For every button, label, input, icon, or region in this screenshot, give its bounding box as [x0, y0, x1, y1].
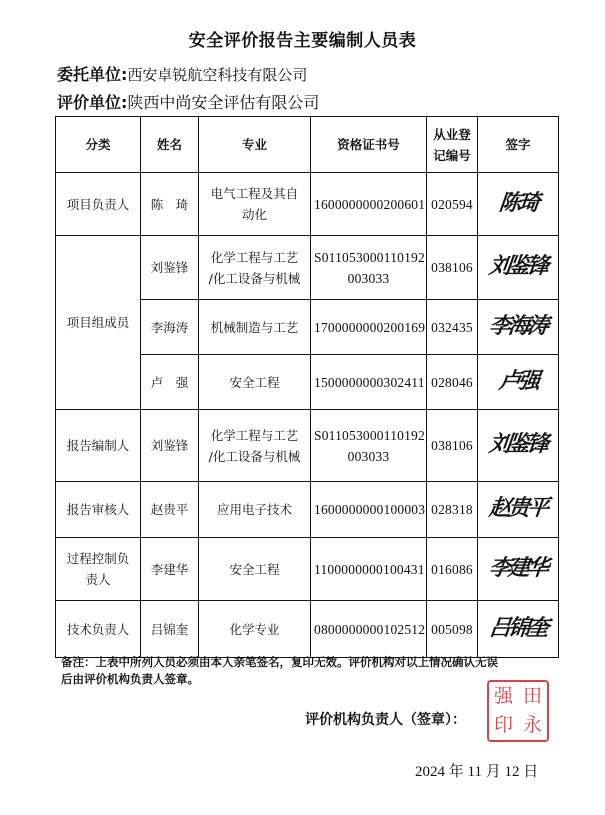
registration-cell: 038106: [427, 410, 478, 482]
major-cell: [199, 410, 311, 482]
name-cell: 吕锦奎: [141, 601, 199, 658]
handwritten-signature: 赵贵平: [488, 495, 548, 521]
major-cell: 安全工程: [199, 355, 311, 410]
cert-line: S011053000110192: [314, 249, 425, 265]
category-cell: [56, 538, 141, 601]
header-category: 分类: [56, 117, 141, 173]
handwritten-signature: 陈琦: [497, 189, 539, 216]
cert-cell: [311, 236, 427, 300]
category-line: 过程控制负: [66, 551, 130, 566]
signature-cell: [478, 355, 559, 410]
handwritten-signature: 刘鉴锋: [488, 431, 548, 457]
header-registration-line2: 记编号: [433, 147, 471, 163]
name-cell: 李建华: [141, 538, 199, 601]
seal-char: 强: [493, 685, 513, 707]
cert-cell: 0800000000102512: [311, 601, 427, 658]
table-header-row: [56, 117, 559, 173]
major-line: /化工设备与机械: [208, 270, 301, 286]
seal-char: 田: [522, 685, 542, 707]
evaluator-line: [57, 90, 319, 113]
major-cell: 安全工程: [199, 538, 311, 601]
remarks-line: 后由评价机构负责人签章。: [61, 672, 199, 686]
client-line: [57, 62, 307, 85]
name-cell: 刘鉴锋: [141, 410, 199, 482]
handwritten-signature: 卢强: [497, 367, 539, 394]
major-line: /化工设备与机械: [208, 448, 301, 464]
registration-cell: 032435: [427, 300, 478, 355]
header-signature: 签字: [478, 117, 559, 173]
staff-table: [55, 116, 559, 658]
client-label: 委托单位:: [57, 65, 128, 84]
client-value: 西安卓锐航空科技有限公司: [127, 66, 308, 84]
category-cell: 报告审核人: [56, 482, 141, 538]
table-row: [56, 236, 559, 300]
registration-cell: 005098: [427, 601, 478, 658]
cert-line: 003033: [347, 270, 390, 286]
category-cell: 报告编制人: [56, 410, 141, 482]
category-cell: 技术负责人: [56, 601, 141, 658]
name-cell: 刘鉴锋: [141, 236, 199, 300]
registration-cell: 016086: [427, 538, 478, 601]
chief-signature-label: 评价机构负责人（签章）：: [305, 712, 466, 728]
page-title: 安全评价报告主要编制人员表: [188, 31, 417, 51]
seal-char: 印: [493, 714, 513, 736]
handwritten-signature: 李海涛: [488, 312, 548, 339]
major-cell: 应用电子技术: [199, 482, 311, 538]
seal-char: 永: [522, 714, 542, 736]
signature-cell: [478, 601, 559, 658]
signature-cell: [478, 173, 559, 236]
cert-cell: 1700000000200169: [311, 300, 427, 355]
remarks-note: [61, 654, 561, 688]
header-cert: 资格证书号: [311, 117, 427, 173]
table-row: [56, 410, 559, 482]
major-line: 电气工程及其自: [210, 186, 299, 201]
handwritten-signature: 吕锦奎: [488, 614, 548, 641]
table-row: [56, 173, 559, 236]
signing-date: 2024 年 11 月 12 日: [415, 764, 539, 780]
name-cell: 陈 琦: [141, 173, 199, 236]
signature-cell: [478, 538, 559, 601]
cert-cell: 1100000000100431: [311, 538, 427, 601]
table-row: [56, 601, 559, 658]
table-row: [56, 538, 559, 601]
name-cell: 赵贵平: [141, 482, 199, 538]
major-line: 化学工程与工艺: [210, 427, 299, 443]
major-line: 动化: [241, 207, 267, 222]
name-cell: 李海涛: [141, 300, 199, 355]
handwritten-signature: 刘鉴锋: [488, 253, 548, 279]
signature-cell: [478, 236, 559, 300]
registration-cell: 028318: [427, 482, 478, 538]
header-major: 专业: [199, 117, 311, 173]
header-registration: [427, 117, 478, 173]
table-row: [56, 482, 559, 538]
cert-cell: 1600000000100003: [311, 482, 427, 538]
major-cell: 机械制造与工艺: [199, 300, 311, 355]
category-cell: 项目负责人: [56, 173, 141, 236]
cert-cell: [311, 410, 427, 482]
remarks-line: 备注：上表中所列人员必须由本人亲笔签名，复印无效。评价机构对以上情况确认无误: [61, 655, 498, 669]
major-line: 化学工程与工艺: [210, 249, 299, 265]
registration-cell: 028046: [427, 355, 478, 410]
cert-line: 003033: [347, 448, 390, 464]
signature-cell: [478, 482, 559, 538]
category-cell: 项目组成员: [56, 236, 141, 410]
registration-cell: 038106: [427, 236, 478, 300]
major-cell: [199, 236, 311, 300]
evaluator-label: 评价单位:: [57, 93, 128, 112]
major-cell: [199, 173, 311, 236]
signature-cell: [478, 300, 559, 355]
cert-cell: 1600000000200601: [311, 173, 427, 236]
red-seal-stamp: [487, 680, 549, 742]
name-cell: 卢 强: [141, 355, 199, 410]
cert-cell: 1500000000302411: [311, 355, 427, 410]
signature-cell: [478, 410, 559, 482]
header-registration-line1: 从业登: [433, 126, 471, 142]
category-line: 责人: [85, 572, 111, 587]
registration-cell: 020594: [427, 173, 478, 236]
major-cell: 化学专业: [199, 601, 311, 658]
evaluator-value: 陕西中尚安全评估有限公司: [127, 93, 320, 112]
handwritten-signature: 李建华: [488, 554, 548, 581]
cert-line: S011053000110192: [314, 427, 425, 443]
header-name: 姓名: [141, 117, 199, 173]
